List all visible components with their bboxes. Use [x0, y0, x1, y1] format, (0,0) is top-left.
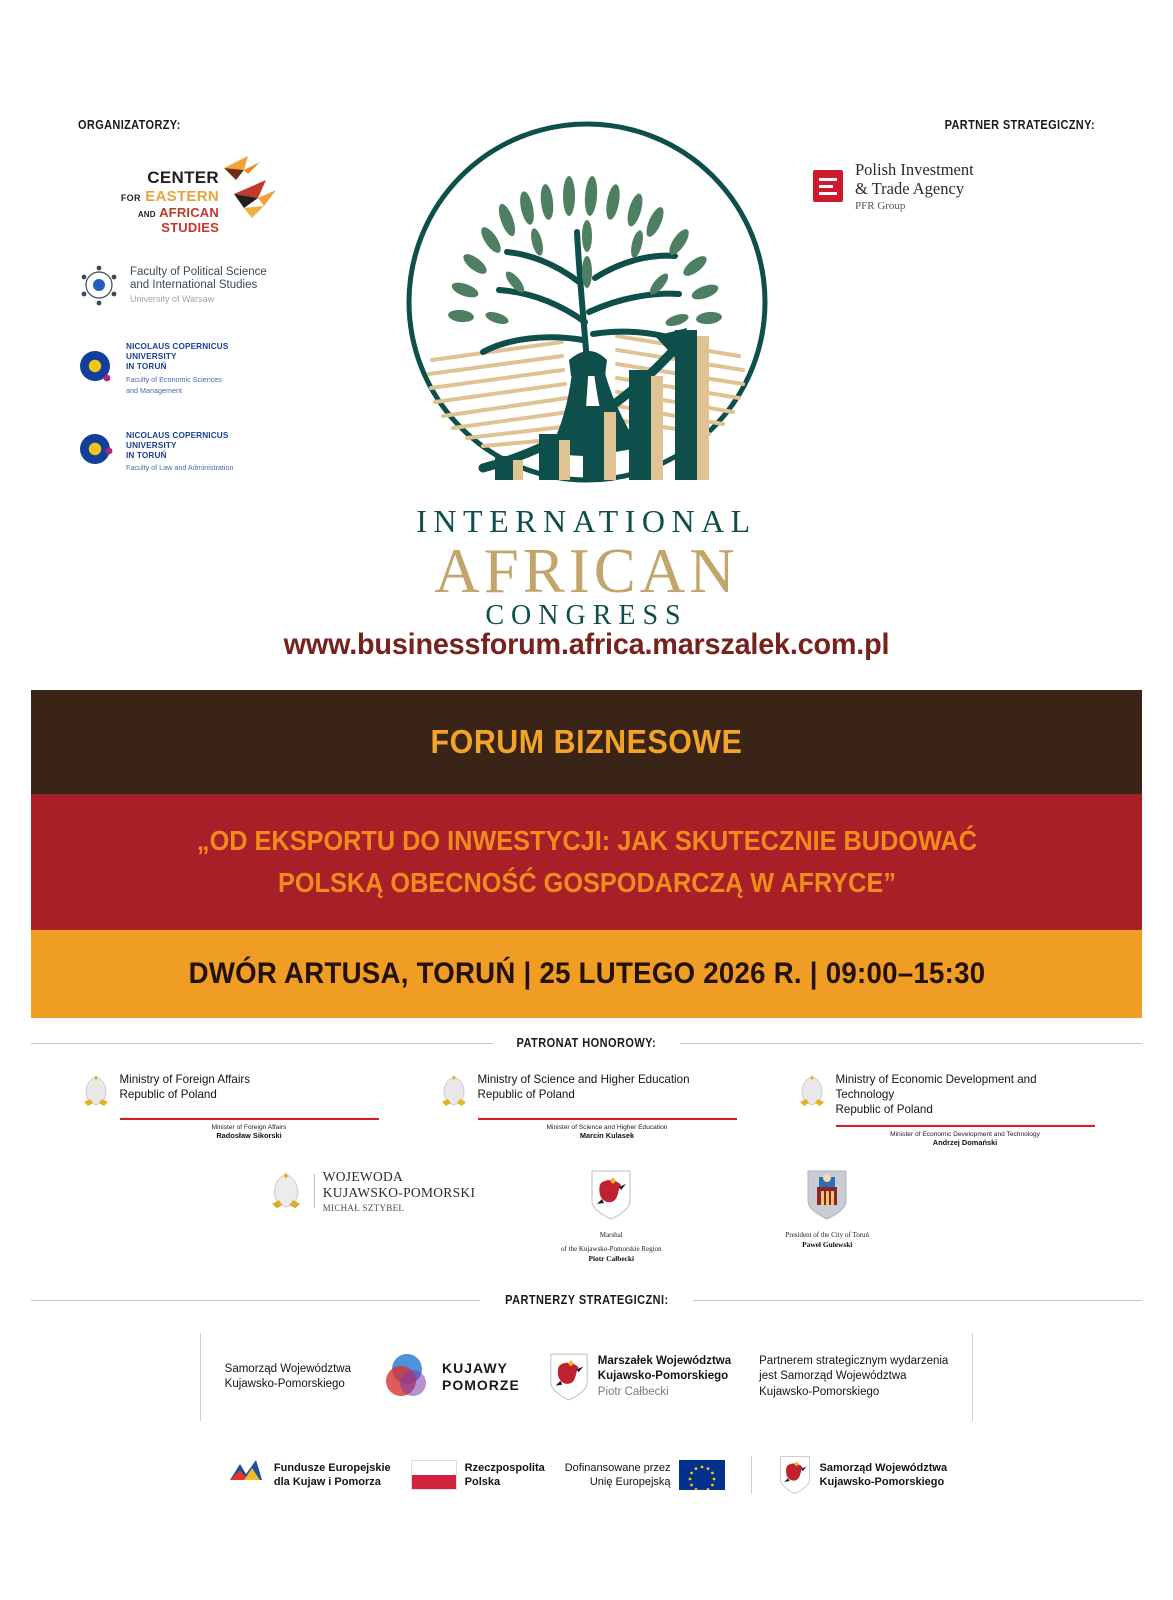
- ncu-mark-icon: [78, 432, 116, 470]
- ncu-econ-line3: IN TORUŃ: [126, 362, 167, 372]
- fundusze-europejskie-logo: [226, 1458, 391, 1492]
- president-caption1: President of the City of Toruń: [785, 1231, 870, 1239]
- cesa-line2: EASTERN: [145, 188, 219, 205]
- ministry-science-higher-education: [437, 1072, 737, 1147]
- eu-funding-logo: [565, 1460, 725, 1490]
- divider-right: [693, 1300, 1142, 1301]
- paih-line2: & Trade Agency: [855, 179, 965, 198]
- marshal-partner-line2: Kujawsko-Pomorskiego: [597, 1370, 729, 1383]
- ncu-economics-logo: [78, 342, 358, 395]
- president-city-torun: [747, 1169, 907, 1249]
- divider: [314, 1174, 315, 1208]
- ncu-law-logo: [78, 431, 358, 473]
- partner-note-line2: jest Samorząd Województwa: [759, 1370, 907, 1383]
- patronage-section-header: [31, 1018, 1142, 1050]
- divider-right: [680, 1043, 1142, 1044]
- cesa-logo: [104, 158, 294, 235]
- voivode-line3: MICHAŁ SZTYBEL: [322, 1203, 405, 1213]
- banner-title-line1: „OD EKSPORTU DO INWESTYCJI: JAK SKUTECZNIE BUDOWAĆ: [196, 825, 977, 856]
- ministries-row: [0, 1072, 1173, 1147]
- event-banner: [31, 690, 1142, 1018]
- ministry-rule: [836, 1124, 1095, 1127]
- banner-kicker-band: [31, 690, 1142, 794]
- ncu-law-line2: UNIVERSITY: [126, 440, 177, 450]
- divider-left: [31, 1043, 493, 1044]
- fe-line2: dla Kujaw i Pomorza: [273, 1476, 381, 1488]
- polish-eagle-icon: [795, 1072, 829, 1110]
- funding-row: [0, 1455, 1173, 1495]
- poster-header: [0, 0, 1173, 690]
- partner-note-line1: Partnerem strategicznym wydarzenia: [759, 1354, 949, 1367]
- partner-note: [759, 1354, 948, 1401]
- kujawy-pomorze-logo: [379, 1349, 520, 1405]
- kujawy-pomorze-mark-icon: [379, 1349, 435, 1405]
- polish-flag-icon: [411, 1460, 457, 1490]
- uw-line2: and International Studies: [130, 279, 258, 291]
- voivode-line1: WOJEWODA: [322, 1169, 404, 1184]
- congress-logo: [377, 112, 797, 632]
- ministry-person: Radosław Sikorski: [216, 1131, 282, 1140]
- kujawy-line1: KUJAWY: [442, 1360, 508, 1376]
- ministry-rule: [478, 1117, 737, 1120]
- divider: [751, 1456, 752, 1494]
- kujawy-line2: POMORZE: [442, 1377, 520, 1393]
- fe-line1: Fundusze Europejskie: [273, 1462, 391, 1474]
- banner-title-line2: POLSKĄ OBECNOŚĆ GOSPODARCZĄ W AFRYCE”: [277, 867, 896, 898]
- ministry-name-line1: Ministry of Foreign Affairs: [119, 1073, 251, 1086]
- banner-details-band: [31, 930, 1142, 1018]
- ministry-person: Marcin Kulasek: [579, 1131, 635, 1140]
- cesa-line1: CENTER: [147, 168, 219, 187]
- patronage-label: PATRONAT HONOROWY:: [516, 1036, 657, 1050]
- voivode-kujawsko-pomorski: [266, 1169, 476, 1213]
- ncu-econ-sub1: Faculty of Economic Sciences: [126, 374, 222, 384]
- organizers-column: [78, 118, 358, 472]
- cesa-for: FOR: [120, 193, 141, 203]
- banner-title-band: [31, 794, 1142, 930]
- event-website-url[interactable]: www.businessforum.africa.marszalek.com.pl: [283, 628, 890, 661]
- ncu-mark-icon: [78, 349, 116, 387]
- voivode-line2: KUJAWSKO-POMORSKI: [322, 1185, 476, 1200]
- self-government-logo: [225, 1362, 351, 1393]
- paih-mark-icon: [813, 170, 843, 202]
- ministry-rule: [120, 1117, 379, 1120]
- uw-line3: University of Warsaw: [130, 293, 215, 304]
- marshal-kujawsko-pomorskie: [531, 1169, 691, 1263]
- ministry-person: Andrzej Domański: [932, 1138, 998, 1147]
- paih-line3: PFR Group: [855, 200, 906, 212]
- cesa-line3: AFRICAN STUDIES: [159, 205, 219, 235]
- polish-eagle-icon: [266, 1169, 306, 1213]
- sw-line2: Kujawsko-Pomorskiego: [819, 1476, 945, 1488]
- ministry-name-line1: Ministry of Economic Development and Technology: [835, 1073, 1037, 1101]
- officials-row: [0, 1169, 1173, 1263]
- ncu-econ-sub2: and Management: [126, 385, 182, 395]
- rzeczpospolita-polska-logo: [411, 1460, 545, 1490]
- self-gov-line2: Kujawsko-Pomorskiego: [224, 1378, 345, 1390]
- self-gov-line1: Samorząd Województwa: [224, 1362, 351, 1375]
- marshal-partner-person: Piotr Całbecki: [597, 1385, 669, 1398]
- ncu-law-sub1: Faculty of Law and Administration: [126, 463, 234, 473]
- logo-line-congress: CONGRESS: [485, 600, 688, 631]
- president-person: Paweł Gulewski: [802, 1240, 853, 1249]
- marshal-partner-logo: [548, 1352, 731, 1402]
- ncu-law-line1: NICOLAUS COPERNICUS: [126, 430, 229, 440]
- polish-eagle-icon: [79, 1072, 113, 1110]
- marshal-partner-line1: Marszałek Województwa: [597, 1354, 732, 1367]
- banner-kicker: FORUM BIZNESOWE: [430, 723, 743, 760]
- paih-logo: [795, 160, 1095, 212]
- samorzad-wojewodztwa-logo: [778, 1455, 948, 1495]
- partners-label: PARTNERZY STRATEGICZNI:: [504, 1293, 669, 1307]
- ministry-role: Minister of Economic Development and Technology: [890, 1131, 1040, 1138]
- tree-growth-chart-emblem: [387, 112, 787, 512]
- network-nodes-icon: [78, 264, 120, 306]
- fundusze-europejskie-icon: [226, 1458, 266, 1492]
- ministry-name-line2: Republic of Poland: [477, 1088, 575, 1101]
- kujawsko-pomorskie-crest-icon: [548, 1352, 590, 1402]
- ministry-foreign-affairs: [79, 1072, 379, 1147]
- partners-row: [0, 1333, 1173, 1421]
- marshal-person: Piotr Całbecki: [588, 1254, 635, 1263]
- paih-line1: Polish Investment: [855, 160, 974, 179]
- polish-eagle-icon: [437, 1072, 471, 1110]
- logo-line-international: INTERNATIONAL: [416, 503, 757, 539]
- ncu-econ-line1: NICOLAUS COPERNICUS: [126, 342, 229, 351]
- birds-icon: [214, 150, 294, 226]
- divider-left: [31, 1300, 480, 1301]
- marshal-caption1: Marshal: [599, 1231, 623, 1239]
- rp-line1: Rzeczpospolita: [464, 1462, 545, 1474]
- partners-section-header: [31, 1263, 1142, 1307]
- ministry-role: Minister of Science and Higher Education: [546, 1124, 668, 1131]
- eu-flag-icon: [679, 1460, 725, 1490]
- ncu-law-line3: IN TORUŃ: [126, 451, 167, 461]
- ministry-name-line2: Republic of Poland: [119, 1088, 217, 1101]
- torun-city-crest-icon: [805, 1169, 849, 1221]
- ministry-economic-development: [795, 1072, 1095, 1147]
- kujawsko-pomorskie-crest-icon: [589, 1169, 633, 1221]
- partner-note-line3: Kujawsko-Pomorskiego: [759, 1385, 880, 1398]
- kujawsko-pomorskie-crest-icon: [778, 1455, 812, 1495]
- ministry-role: Minister of Foreign Affairs: [211, 1124, 287, 1131]
- rp-line2: Polska: [464, 1476, 501, 1488]
- marshal-caption2: of the Kujawsko-Pomorskie Region: [561, 1245, 662, 1253]
- partner-strategiczny-label: PARTNER STRATEGICZNY:: [944, 118, 1095, 132]
- ministry-name-line1: Ministry of Science and Higher Education: [477, 1073, 690, 1086]
- eu-line1: Dofinansowane przez: [564, 1462, 671, 1474]
- ncu-econ-line2: UNIVERSITY: [126, 352, 177, 362]
- uw-line1: Faculty of Political Science: [130, 265, 267, 278]
- logo-line-african: AFRICAN: [434, 536, 739, 606]
- ministry-name-line2: Republic of Poland: [835, 1103, 933, 1116]
- cesa-and: AND: [137, 210, 156, 219]
- uw-logo: [78, 264, 358, 306]
- organizers-label: ORGANIZATORZY:: [78, 118, 181, 132]
- partner-strategiczny-column: [795, 118, 1095, 212]
- banner-details: DWÓR ARTUSA, TORUŃ | 25 LUTEGO 2026 R. | 09:00–15:30: [188, 957, 985, 990]
- sw-line1: Samorząd Województwa: [819, 1462, 948, 1474]
- eu-line2: Unię Europejską: [589, 1476, 671, 1488]
